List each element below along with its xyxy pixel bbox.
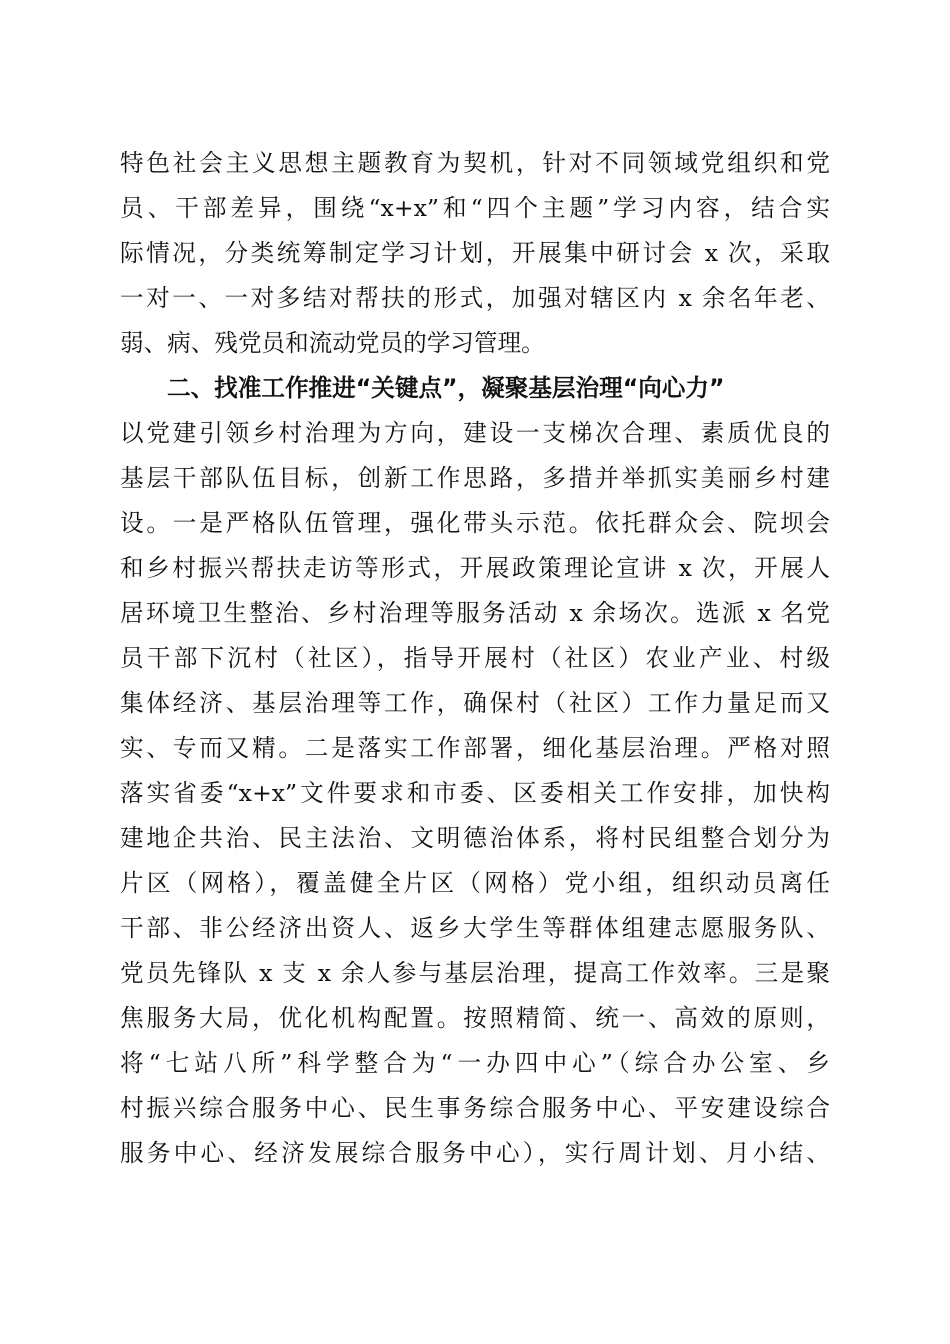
paragraph-1 — [120, 141, 830, 366]
text-line: 际情况，分类统筹制定学习计划，开展集中研讨会 x 次，采取 — [120, 239, 830, 267]
text-line: 设。一是严格队伍管理，强化带头示范。依托群众会、院坝会 — [120, 509, 830, 537]
text-line: 基层干部队伍目标，创新工作思路，多措并举抓实美丽乡村建 — [120, 464, 830, 492]
text-line: 干部、非公经济出资人、返乡大学生等群体组建志愿服务队、 — [120, 914, 830, 942]
text-line: 村振兴综合服务中心、民生事务综合服务中心、平安建设综合 — [120, 1094, 830, 1122]
text-line: 落实省委“x+x”文件要求和市委、区委相关工作安排，加快构 — [120, 779, 830, 807]
text-line: 和乡村振兴帮扶走访等形式，开展政策理论宣讲 x 次，开展人 — [120, 554, 830, 582]
text-line: 以党建引领乡村治理为方向，建设一支梯次合理、素质优良的 — [120, 419, 830, 447]
text-line: 党员先锋队 x 支 x 余人参与基层治理，提高工作效率。三是聚 — [120, 959, 830, 987]
text-line: 焦服务大局，优化机构配置。按照精简、统一、高效的原则， — [120, 1004, 830, 1032]
text-line: 一对一、一对多结对帮扶的形式，加强对辖区内 x 余名年老、 — [120, 284, 830, 312]
text-line: 实、专而又精。二是落实工作部署，细化基层治理。严格对照 — [120, 734, 830, 762]
text-line: 建地企共治、民主法治、文明德治体系，将村民组整合划分为 — [120, 824, 830, 852]
text-line: 集体经济、基层治理等工作，确保村（社区）工作力量足而又 — [120, 689, 830, 717]
section-heading: 二、找准工作推进“关键点”，凝聚基层治理“向心力” — [167, 374, 725, 402]
text-line: 片区（网格），覆盖健全片区（网格）党小组，组织动员离任 — [120, 869, 830, 897]
text-line: 居环境卫生整治、乡村治理等服务活动 x 余场次。选派 x 名党 — [120, 599, 830, 627]
paragraph-2 — [120, 411, 830, 1176]
text-line: 将“七站八所”科学整合为“一办四中心”（综合办公室、乡 — [120, 1049, 830, 1077]
text-line: 员、干部差异，围绕“x+x”和“四个主题”学习内容，结合实 — [120, 194, 830, 222]
document-page — [120, 141, 830, 1176]
text-line: 特色社会主义思想主题教育为契机，针对不同领域党组织和党 — [120, 149, 830, 177]
text-line: 服务中心、经济发展综合服务中心），实行周计划、月小结、 — [120, 1139, 830, 1167]
text-line: 员干部下沉村（社区），指导开展村（社区）农业产业、村级 — [120, 644, 830, 672]
text-line: 弱、病、残党员和流动党员的学习管理。 — [120, 329, 545, 357]
